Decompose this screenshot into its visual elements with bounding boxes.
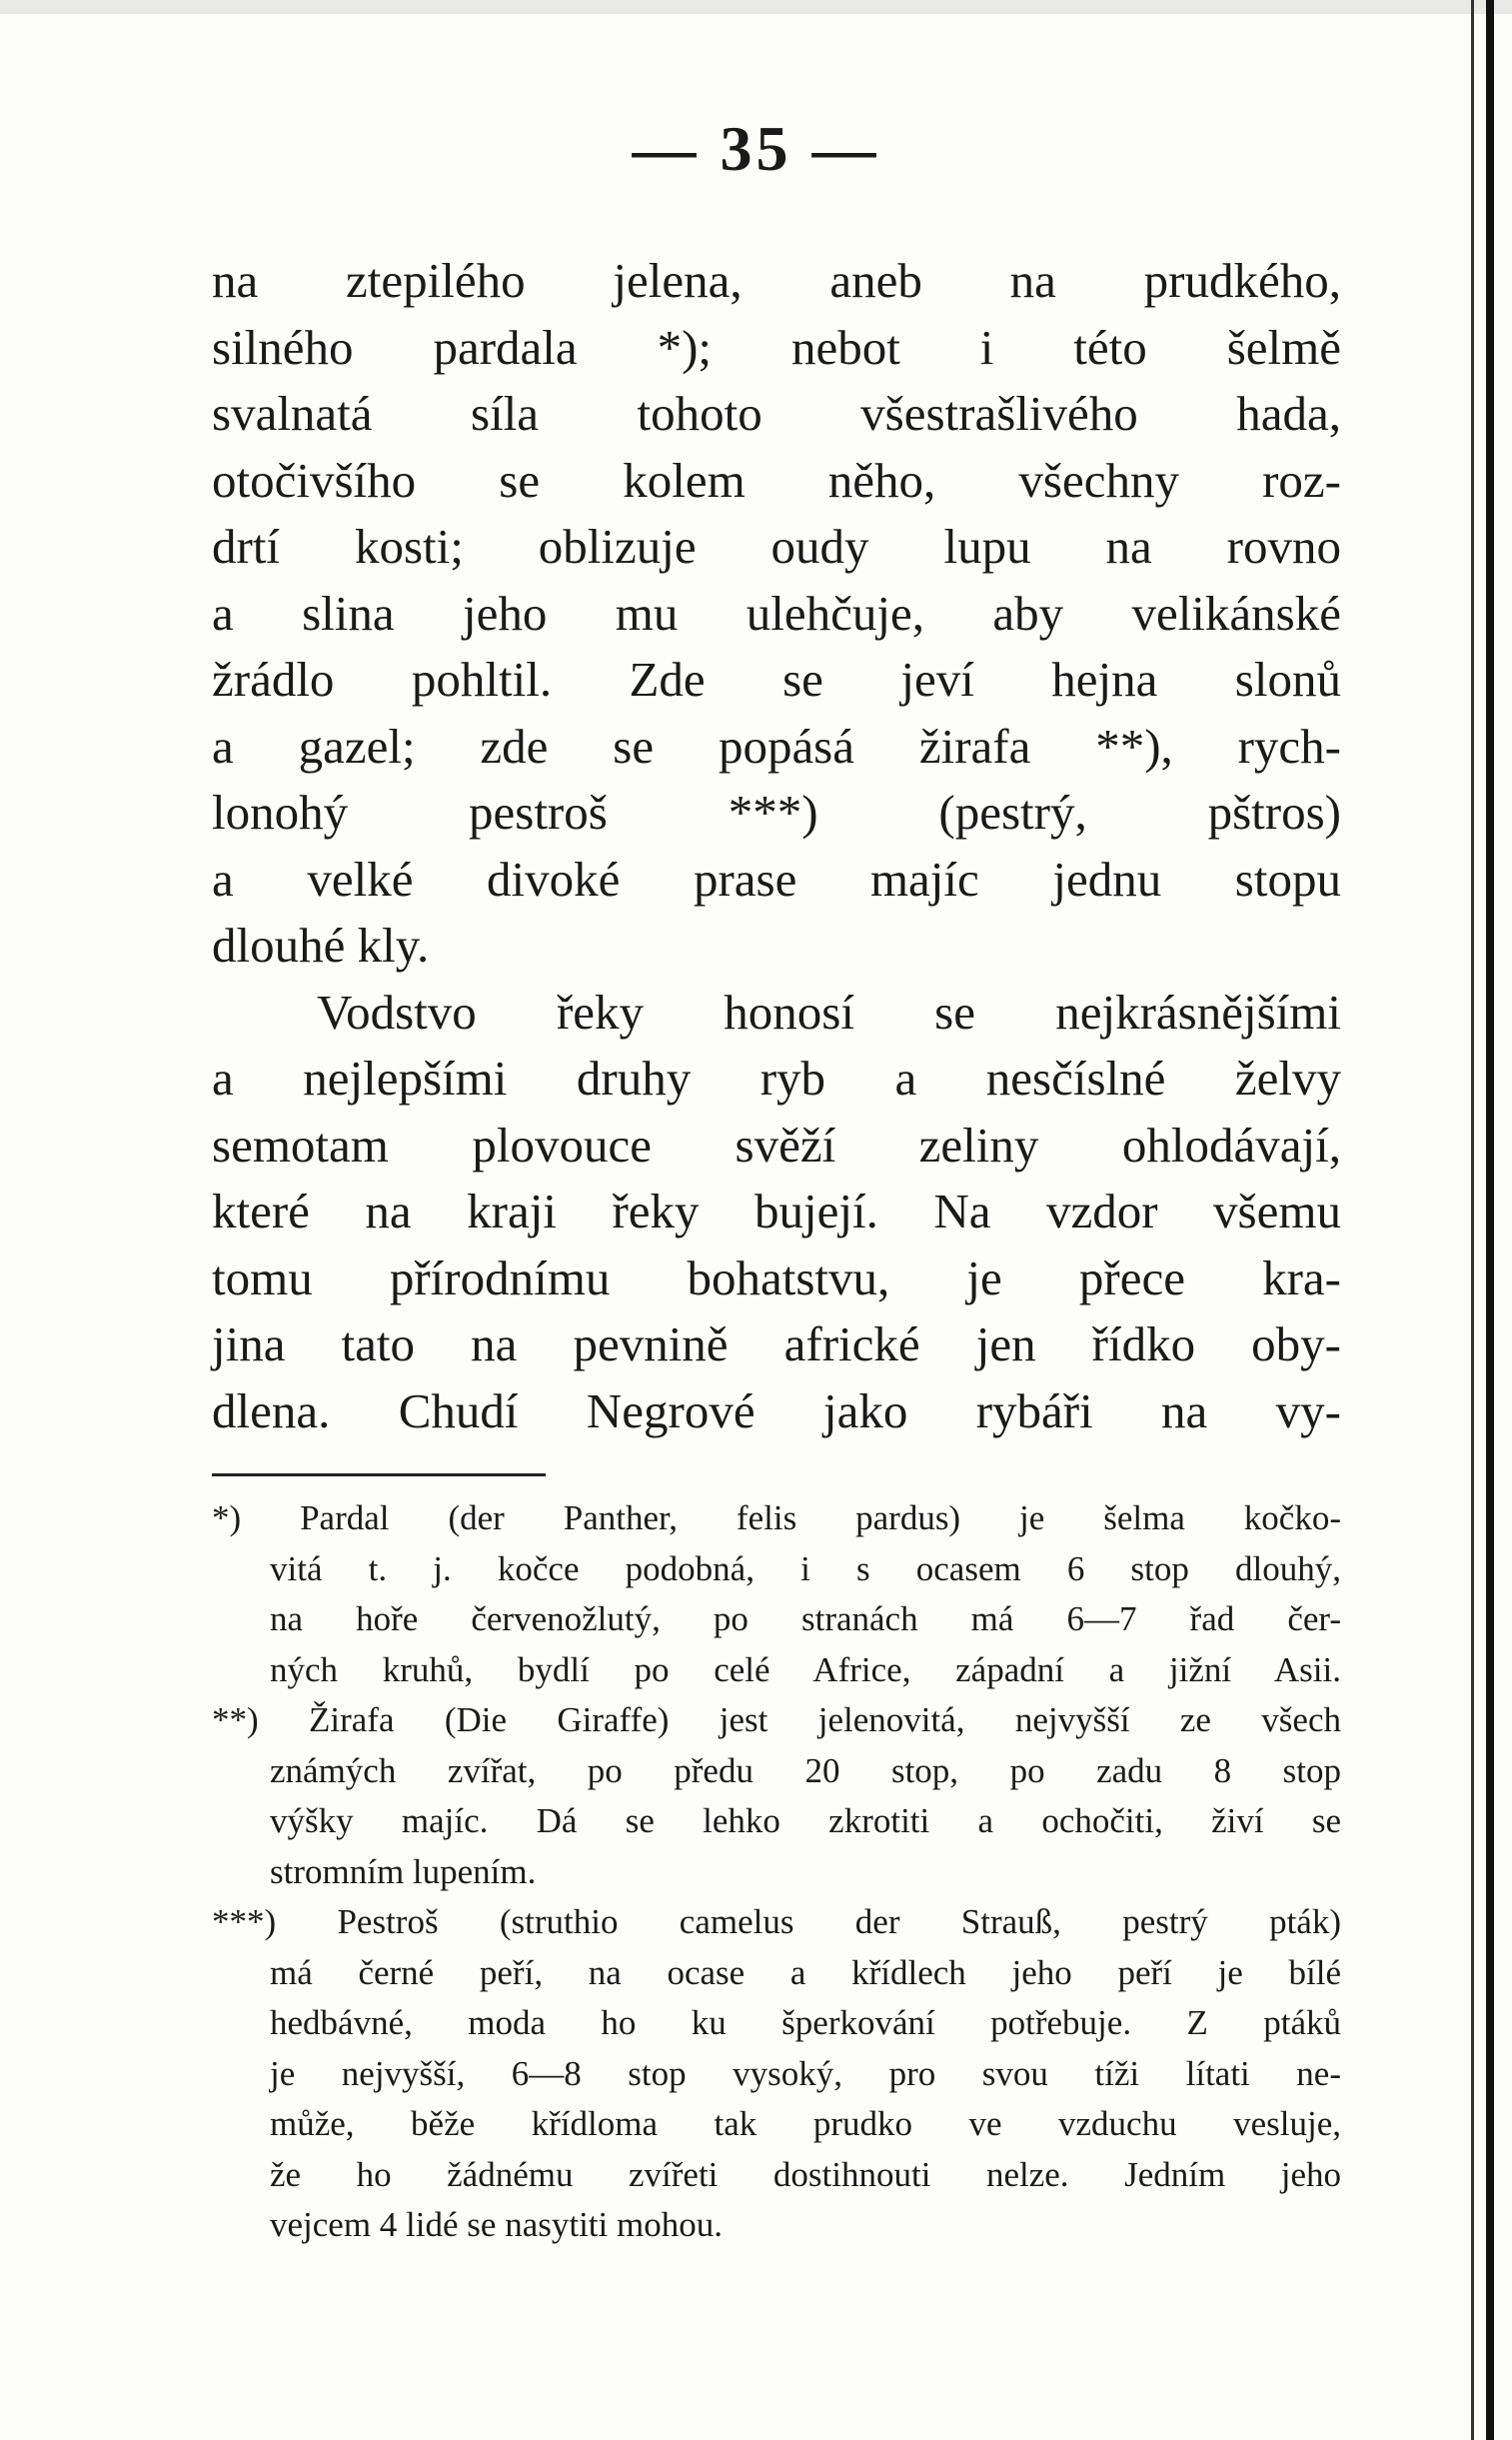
- footnote-line: *) Pardal (der Panther, felis pardus) je šelma kočko-: [212, 1498, 1341, 1537]
- body-line: a gazel; zde se popásá žirafa **), rych-: [212, 718, 1341, 774]
- footnote-line: ných kruhů, bydlí po celé Africe, západní a jižní Asii.: [270, 1649, 1341, 1689]
- footnotes: [212, 1493, 1341, 2251]
- footnote-line: že ho žádnému zvířeti dostihnouti nelze. Jedním jeho: [270, 2154, 1341, 2194]
- body-line: silného pardala *); nebot i této šelmě: [212, 319, 1341, 375]
- body-line: které na kraji řeky bujejí. Na vzdor všemu: [212, 1184, 1341, 1238]
- body-line: Vodstvo řeky honosí se nejkrásnějšími: [317, 984, 1341, 1040]
- footnote-line: má černé peří, na ocase a křídlech jeho peří je bílé: [270, 1952, 1341, 1992]
- body-line: dlena. Chudí Negrové jako rybáři na vy-: [212, 1382, 1341, 1438]
- footnote-line: stromním lupením.: [270, 1851, 537, 1891]
- footnote-line: vitá t. j. kočce podobná, i s ocasem 6 stop dlouhý,: [270, 1548, 1341, 1588]
- body-line: lonohý pestroš ***) (pestrý, pštros): [212, 785, 1341, 840]
- body-line: na ztepilého jelena, aneb na prudkého,: [212, 253, 1341, 308]
- footnote-line: vejcem 4 lidé se nasytiti mohou.: [270, 2205, 723, 2244]
- body-line: a nejlepšími druhy ryb a nesčíslné želvy: [212, 1051, 1341, 1106]
- body-line: a velké divoké prase majíc jednu stopu: [212, 851, 1341, 907]
- body-line: jina tato na pevnině africké jen řídko oby-: [212, 1316, 1341, 1371]
- footnote-line: je nejvyšší, 6—8 stop vysoký, pro svou tíži lítati ne-: [270, 2053, 1341, 2093]
- body-text: [212, 248, 1341, 1444]
- page-top-edge: [0, 0, 1512, 14]
- footnote-line: hedbávné, moda ho ku šperkování potřebuje. Z ptáků: [270, 2003, 1341, 2042]
- body-line: tomu přírodnímu bohatstvu, je přece kra-: [212, 1249, 1341, 1305]
- footnote-line: může, běže křídloma tak prudko ve vzduchu vesluje,: [270, 2104, 1341, 2143]
- footnote-line: **) Žirafa (Die Giraffe) jest jelenovitá, nejvyšší ze všech: [212, 1700, 1341, 1739]
- body-line: drtí kosti; oblizuje oudy lupu na rovno: [212, 519, 1341, 574]
- footnote-line: na hoře červenožlutý, po stranách má 6—7 řad čer-: [270, 1599, 1341, 1638]
- page-number: — 35 —: [632, 113, 880, 184]
- page-right-edge: [1486, 0, 1494, 2440]
- body-line: otočivšího se kolem něho, všechny roz-: [212, 452, 1341, 508]
- body-line: a slina jeho mu ulehčuje, aby velikánské: [212, 585, 1341, 641]
- body-line: žrádlo pohltil. Zde se jeví hejna slonů: [212, 652, 1341, 707]
- body-line: svalnatá síla tohoto všestrašlivého hada,: [212, 386, 1341, 441]
- footnote-divider: [212, 1473, 546, 1476]
- footnote-line: ***) Pestroš (struthio camelus der Strauß, pestrý pták): [212, 1902, 1341, 1941]
- body-line: semotam plovouce svěží zeliny ohlodávají,: [212, 1117, 1341, 1173]
- footnote-line: výšky majíc. Dá se lehko zkrotiti a ochočiti, živí se: [270, 1801, 1341, 1840]
- page-binding-line: [1471, 0, 1474, 2440]
- body-line: dlouhé kly.: [212, 918, 430, 973]
- footnote-line: známých zvířat, po předu 20 stop, po zadu 8 stop: [270, 1750, 1341, 1790]
